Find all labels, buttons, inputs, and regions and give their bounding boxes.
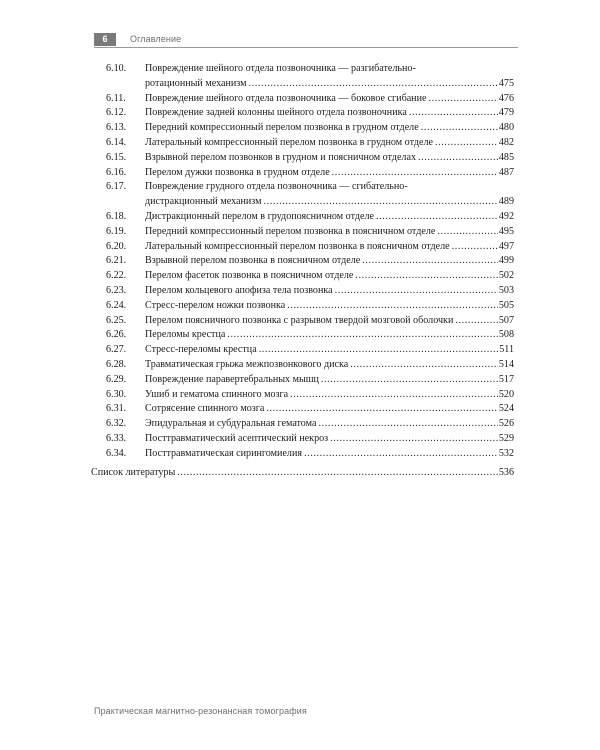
- toc-entry-title: Дистракционный перелом в грудопоясничном отделе: [145, 210, 374, 222]
- dot-leader: [264, 195, 498, 210]
- dot-leader: [332, 166, 498, 181]
- toc-entry[interactable]: [91, 358, 514, 373]
- toc-entry-body: [145, 417, 514, 432]
- toc-entry-number: 6.17.: [106, 181, 127, 193]
- toc-entry-line: [145, 417, 514, 432]
- toc-entry-body: [145, 92, 514, 107]
- toc-entry-title: Перелом дужки позвонка в грудном отделе: [145, 166, 330, 178]
- toc-entry-number: 6.15.: [106, 151, 127, 163]
- toc-entry-title: Передний компрессионный перелом позвонка в грудном отделе: [145, 122, 419, 134]
- dot-leader: [355, 269, 498, 284]
- toc-entry-body: [145, 180, 514, 210]
- toc-entry-number: 6.31.: [106, 403, 127, 415]
- dot-leader: [428, 92, 497, 107]
- toc-entry-page: 475: [498, 77, 514, 89]
- toc-entry[interactable]: [91, 254, 514, 269]
- toc-entry-page: 508: [498, 329, 514, 341]
- toc-entry-line: [145, 388, 514, 403]
- toc-entry[interactable]: [91, 388, 514, 403]
- toc-entry-line: [145, 121, 514, 136]
- toc-entry-page: 520: [498, 388, 514, 400]
- toc-entry[interactable]: [91, 269, 514, 284]
- toc-entry-body: [145, 225, 514, 240]
- toc-entry[interactable]: [91, 136, 514, 151]
- toc-entry-title: Взрывной перелом позвонка в поясничном отделе: [145, 255, 361, 267]
- dot-leader: [266, 402, 497, 417]
- table-of-contents: [91, 62, 514, 480]
- toc-entry-title: ротационный механизм: [145, 77, 247, 89]
- toc-entry-line: [145, 284, 514, 299]
- toc-entry-page: 529: [498, 432, 514, 444]
- toc-entry-title: Сотрясение спинного мозга: [145, 403, 265, 415]
- toc-entry-body: [145, 121, 514, 136]
- dot-leader: [330, 432, 498, 447]
- toc-entry-page: 503: [498, 284, 514, 296]
- toc-entry-line: [145, 106, 514, 121]
- toc-entry-number: 6.30.: [106, 388, 127, 400]
- toc-entry-page: 505: [498, 299, 514, 311]
- toc-entry[interactable]: [91, 402, 514, 417]
- toc-entry-line: [145, 210, 514, 225]
- toc-entry-number: 6.29.: [106, 373, 127, 385]
- toc-entry-number: 6.34.: [106, 447, 127, 459]
- dot-leader: [362, 254, 498, 269]
- dot-leader: [418, 151, 498, 166]
- toc-entry[interactable]: [91, 284, 514, 299]
- toc-entry-line: [145, 402, 514, 417]
- toc-entry-title: Эпидуральная и субдуральная гематома: [145, 418, 317, 430]
- toc-entry-body: [145, 269, 514, 284]
- toc-entry[interactable]: [91, 240, 514, 255]
- toc-entry[interactable]: [91, 417, 514, 432]
- toc-entries: [91, 62, 514, 462]
- dot-leader: [409, 106, 498, 121]
- toc-entry-title: Перелом поясничного позвонка с разрывом твердой мозговой оболочки: [145, 314, 454, 326]
- toc-entry-number: 6.19.: [106, 225, 127, 237]
- dot-leader: [259, 343, 499, 358]
- toc-entry-page: 502: [498, 270, 514, 282]
- toc-entry-body: [145, 284, 514, 299]
- toc-entry-title: Передний компрессионный перелом позвонка в поясничном отделе: [145, 225, 436, 237]
- toc-entry-number: 6.14.: [106, 136, 127, 148]
- toc-entry-line: [145, 299, 514, 314]
- dot-leader: [350, 358, 498, 373]
- toc-entry-number: 6.28.: [106, 358, 127, 370]
- toc-entry-title: Повреждение задней колонны шейного отдела позвоночника: [145, 107, 407, 119]
- toc-entry-title: Ушиб и гематома спинного мозга: [145, 388, 289, 400]
- toc-entry-title: Посттравматический асептический некроз: [145, 432, 329, 444]
- toc-entry-body: [145, 358, 514, 373]
- toc-entry-body: [145, 151, 514, 166]
- running-footer: Практическая магнитно-резонансная томография: [94, 706, 307, 716]
- toc-entry-body: [145, 388, 514, 403]
- dot-leader: [304, 447, 498, 462]
- toc-entry-number: 6.26.: [106, 329, 127, 341]
- dot-leader: [321, 373, 498, 388]
- toc-entry-page: 482: [498, 136, 514, 148]
- toc-entry[interactable]: [91, 92, 514, 107]
- toc-entry-number: 6.10.: [106, 63, 127, 74]
- toc-entry-line: [145, 328, 514, 343]
- toc-entry-title: Список литературы: [91, 466, 176, 478]
- dot-leader: [435, 136, 498, 151]
- toc-entry-page: 532: [498, 447, 514, 459]
- toc-entry-number: 6.33.: [106, 432, 127, 444]
- toc-entry-body: [145, 210, 514, 225]
- toc-entry[interactable]: [91, 121, 514, 136]
- toc-entry-page: 487: [498, 166, 514, 178]
- toc-entry-line: [145, 373, 514, 388]
- toc-entry[interactable]: [91, 225, 514, 240]
- toc-entry-title: Повреждение шейного отдела позвоночника — разгибательно-: [145, 63, 416, 74]
- toc-entry-body: [145, 447, 514, 462]
- toc-entry-line: [145, 136, 514, 151]
- toc-entry-title: Травматическая грыжа межпозвонкового диска: [145, 358, 349, 370]
- toc-entry-title: дистракционный механизм: [145, 196, 262, 208]
- toc-entry-number: 6.16.: [106, 166, 127, 178]
- toc-entry-line: [145, 358, 514, 373]
- toc-entry-page: 479: [498, 107, 514, 119]
- dot-leader: [452, 240, 498, 255]
- toc-entry[interactable]: [91, 106, 514, 121]
- toc-entry-line: [145, 240, 514, 255]
- toc-entry[interactable]: [91, 210, 514, 225]
- dot-leader: [335, 284, 498, 299]
- toc-entry-line: [145, 166, 514, 181]
- toc-entry[interactable]: [91, 180, 514, 210]
- toc-entry-number: 6.18.: [106, 210, 127, 222]
- toc-entry-page: 476: [498, 92, 514, 104]
- dot-leader: [376, 210, 498, 225]
- toc-entry-line: [145, 269, 514, 284]
- dot-leader: [455, 314, 498, 329]
- toc-entry-line: [145, 314, 514, 329]
- toc-entry-title: Повреждение шейного отдела позвоночника — боковое сгибание: [145, 92, 427, 104]
- toc-entry-body: [145, 106, 514, 121]
- toc-entry-page: 499: [498, 255, 514, 267]
- toc-entry-bibliography[interactable]: [91, 466, 514, 481]
- toc-entry-body: [145, 240, 514, 255]
- toc-entry-body: [145, 432, 514, 447]
- toc-entry-number: 6.12.: [106, 107, 127, 119]
- toc-entry-title: Посттравматическая сирингомиелия: [145, 447, 302, 459]
- toc-entry-page: 485: [498, 151, 514, 163]
- toc-entry-line: [91, 466, 514, 481]
- toc-entry-line: [145, 151, 514, 166]
- toc-entry-page: 497: [498, 240, 514, 252]
- toc-entry-body: [145, 62, 514, 92]
- dot-leader: [227, 328, 498, 343]
- toc-entry-line: [145, 180, 514, 195]
- toc-entry-number: 6.32.: [106, 418, 127, 430]
- toc-entry-page: 536: [498, 466, 514, 478]
- toc-entry-line: [145, 225, 514, 240]
- toc-entry-title: Взрывной перелом позвонков в грудном и поясничном отделах: [145, 151, 416, 163]
- toc-entry-page: 492: [498, 210, 514, 222]
- toc-entry-page: 507: [498, 314, 514, 326]
- toc-entry-line: [145, 432, 514, 447]
- toc-entry-page: 517: [498, 373, 514, 385]
- dot-leader: [437, 225, 498, 240]
- running-header-title: Оглавление: [130, 34, 182, 44]
- toc-entry-line: [145, 92, 514, 107]
- toc-entry[interactable]: [91, 447, 514, 462]
- toc-entry[interactable]: [91, 373, 514, 388]
- toc-entry-page: 524: [498, 403, 514, 415]
- toc-entry-title: Стресс-переломы крестца: [145, 344, 257, 356]
- toc-entry-number: 6.23.: [106, 284, 127, 296]
- toc-entry-page: 514: [498, 358, 514, 370]
- toc-entry-line: [145, 62, 514, 77]
- toc-entry-number: 6.25.: [106, 314, 127, 326]
- dot-leader: [249, 77, 498, 92]
- toc-entry[interactable]: [91, 314, 514, 329]
- toc-entry-body: [145, 166, 514, 181]
- toc-entry-title: Переломы крестца: [145, 329, 226, 341]
- toc-entry-number: 6.11.: [106, 92, 126, 104]
- toc-entry-number: 6.21.: [106, 255, 127, 267]
- toc-entry-number: 6.27.: [106, 344, 127, 356]
- toc-entry-title: Перелом кольцевого апофиза тела позвонка: [145, 284, 333, 296]
- toc-entry-line: [145, 77, 514, 92]
- toc-entry[interactable]: [91, 151, 514, 166]
- dot-leader: [287, 299, 498, 314]
- toc-entry-body: [145, 343, 514, 358]
- toc-entry[interactable]: [91, 343, 514, 358]
- toc-entry-body: [145, 373, 514, 388]
- toc-entry-body: [145, 254, 514, 269]
- toc-entry[interactable]: [91, 62, 514, 92]
- toc-entry-title: Повреждение грудного отдела позвоночника — сгибательно-: [145, 181, 408, 193]
- toc-entry-page: 495: [498, 225, 514, 237]
- toc-entry-page: 526: [498, 418, 514, 430]
- toc-entry[interactable]: [91, 299, 514, 314]
- page-number-badge: 6: [94, 33, 116, 46]
- running-header: [94, 33, 518, 48]
- toc-entry-number: 6.20.: [106, 240, 127, 252]
- toc-entry-page: 489: [498, 196, 514, 208]
- toc-entry-page: 480: [498, 122, 514, 134]
- toc-entry-line: [145, 447, 514, 462]
- toc-entry-body: [145, 328, 514, 343]
- toc-entry-number: 6.13.: [106, 122, 127, 134]
- toc-entry-number: 6.22.: [106, 270, 127, 282]
- toc-entry-body: [145, 314, 514, 329]
- toc-entry-title: Стресс-перелом ножки позвонка: [145, 299, 286, 311]
- toc-entry[interactable]: [91, 432, 514, 447]
- dot-leader: [318, 417, 497, 432]
- toc-entry-body: [91, 466, 514, 481]
- toc-entry-line: [145, 343, 514, 358]
- toc-entry-body: [145, 136, 514, 151]
- toc-entry-body: [145, 402, 514, 417]
- toc-entry-title: Латеральный компрессионный перелом позвонка в грудном отделе: [145, 136, 433, 148]
- toc-entry-line: [145, 254, 514, 269]
- toc-entry-title: Перелом фасеток позвонка в поясничном отделе: [145, 270, 354, 282]
- dot-leader: [290, 388, 498, 403]
- toc-entry-line: [145, 195, 514, 210]
- toc-entry-title: Повреждение паравертебральных мышц: [145, 373, 319, 385]
- toc-entry-page: 511: [499, 344, 514, 356]
- toc-entry[interactable]: [91, 166, 514, 181]
- toc-entry-body: [145, 299, 514, 314]
- dot-leader: [177, 466, 498, 481]
- toc-entry-title: Латеральный компрессионный перелом позвонка в поясничном отделе: [145, 240, 450, 252]
- toc-entry[interactable]: [91, 328, 514, 343]
- dot-leader: [421, 121, 498, 136]
- toc-entry-number: 6.24.: [106, 299, 127, 311]
